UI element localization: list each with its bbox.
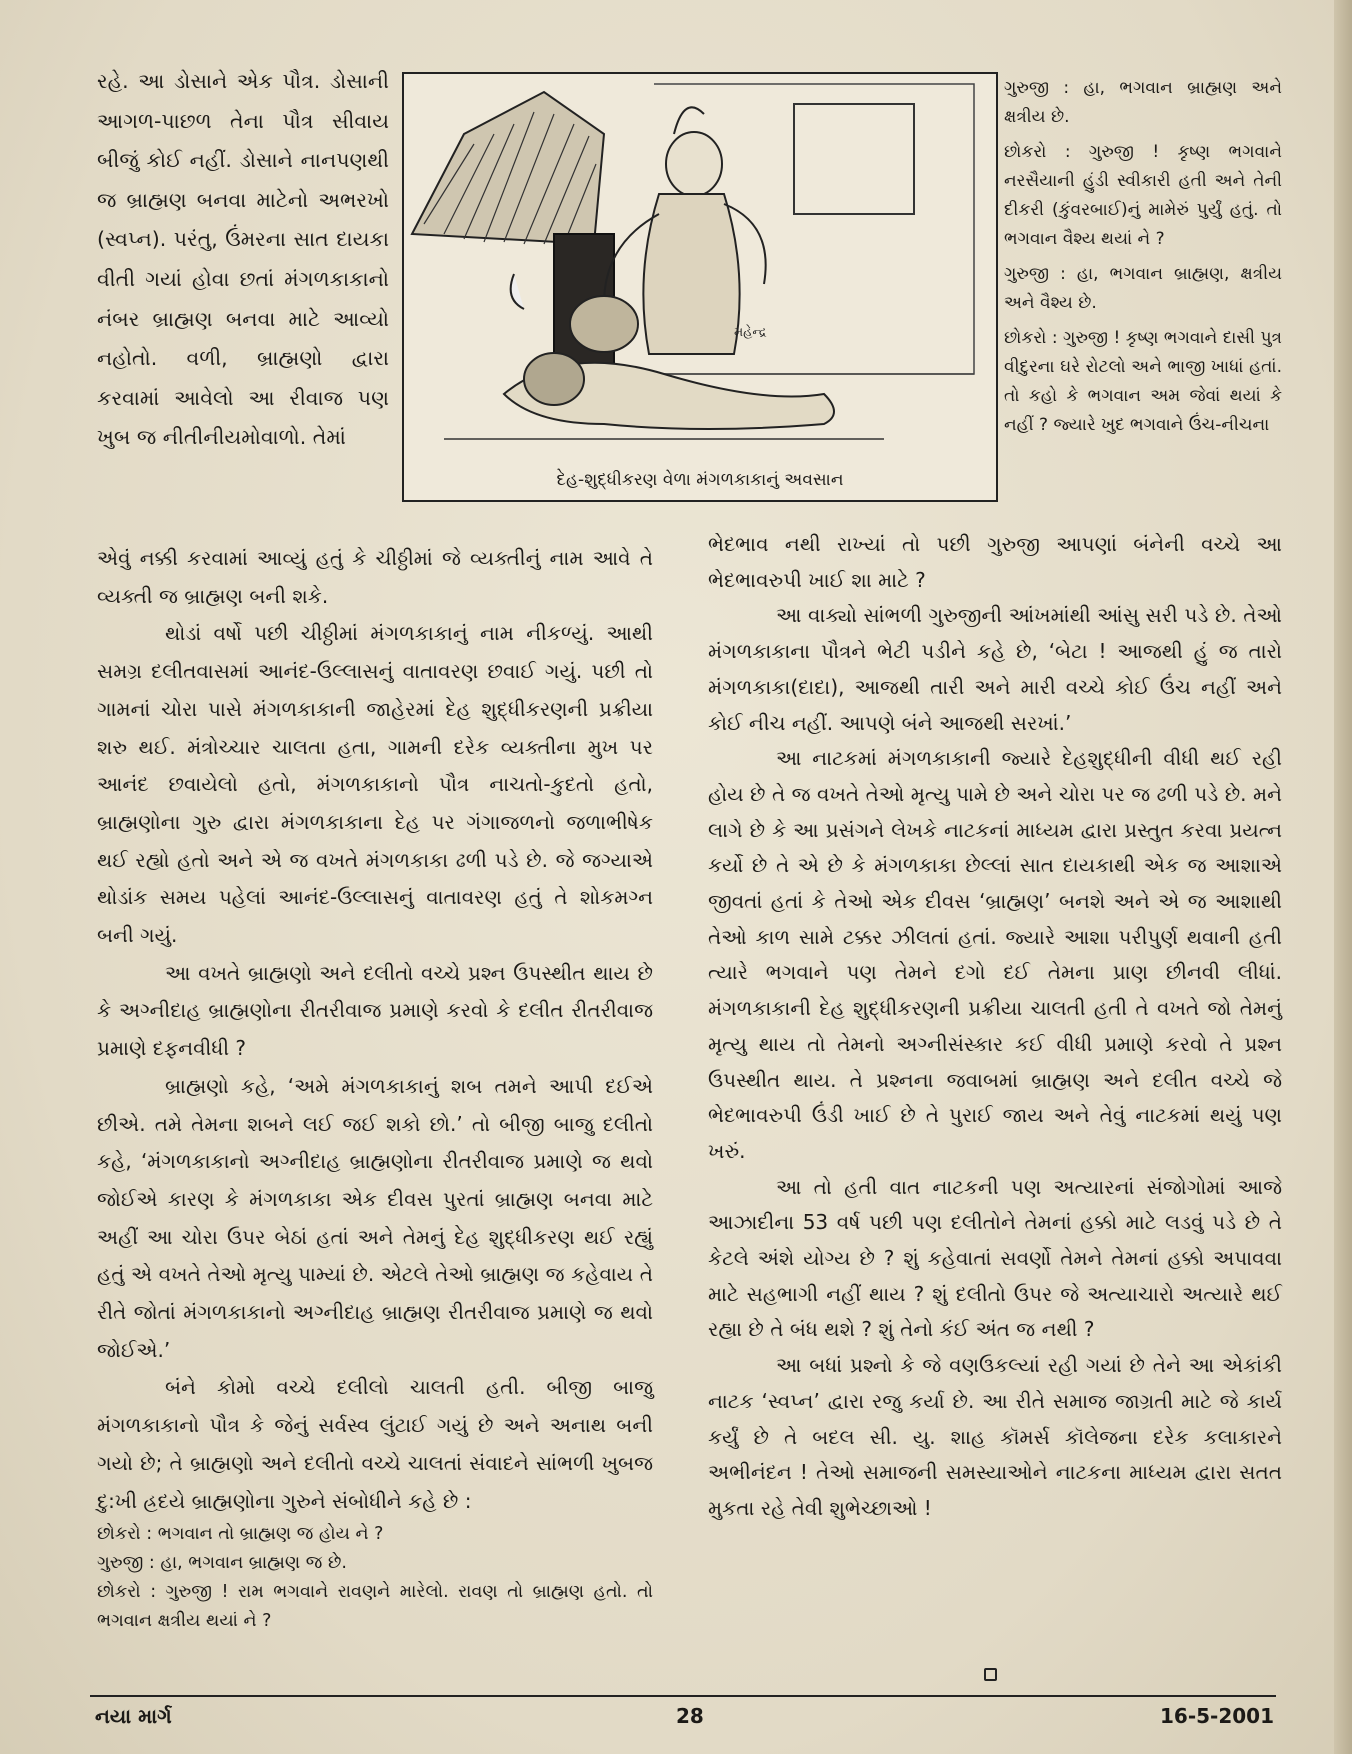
dialogue-line: છોકરો : ભગવાન તો બ્રાહ્મણ જ હોય ને ?	[97, 1524, 384, 1545]
paragraph: બંને કોમો વચ્ચે દલીલો ચાલતી હતી. બીજી બાજુ મંગળકાકાનો પૌત્ર કે જેનું સર્વસ્વ લુંટાઈ ગયું છે અને અનાથ બની ગયો છે; તે બ્રાહ્મણો અને દલીતો વચ્ચે ચાલતાં સંવાદને સાંભળી ખુબજ દુ:ખી હ્રદયે બ્રાહ્મણોના ગુરુને સંબોધીને કહે છે :	[97, 1375, 653, 1513]
dialogue-line: છોકરો : ગુરુજી ! કૃષ્ણ ભગવાને દાસી પુત્ર વીદુરના ઘરે રોટલો અને ભાજી ખાધાં હતાં. તો કહો કે ભગવાન અમ જેવાં થયાં કે નહીં ? જ્યારે ખુદ ભગવાને ઉંચ-નીચના	[1004, 328, 1282, 435]
dialogue-line: ગુરુજી : હા, ભગવાન બ્રાહ્મણ, ક્ષત્રીય અને વૈશ્ય છે.	[1004, 264, 1282, 313]
paragraph: રહે. આ ડોસાને એક પૌત્ર. ડોસાની આગળ-પાછળ તેના પૌત્ર સીવાય બીજું કોઈ નહીં. ડોસાને નાનપણથી જ બ્રાહ્મણ બનવા માટેનો અભરખો (સ્વપ્ન). પરંતુ, ઉંમરના સાત દાયકા વીતી ગયાં હોવા છતાં મંગળકાકાનો નંબર બ્રાહ્મણ બનવા માટે આવ્યો નહોતો. વળી, બ્રાહ્મણો દ્વારા કરવામાં આવેલો આ રીવાજ પણ ખુબ જ નીતીનીયમોવાળો. તેમાં	[97, 69, 389, 450]
paragraph: આ બધાં પ્રશ્નો કે જે વણઉકલ્યાં રહી ગયાં છે તેને આ એકાંકી નાટક ‘સ્વપ્ન’ દ્વારા રજુ કર્યા છે. આ રીતે સમાજ જાગ્રતી માટે જે કાર્ય કર્યું છે તે બદલ સી. યુ. શાહ કૉમર્સ કૉલેજના દરેક કલાકારને અભીનંદન ! તેઓ સમાજની સમસ્યાઓને નાટકના માધ્યમ દ્વારા સતત મુકતા રહે તેવી શુભેચ્છાઓ !	[708, 1353, 1282, 1520]
paragraph: આ વાક્યો સાંભળી ગુરુજીની આંખમાંથી આંસુ સરી પડે છે. તેઓ મંગળકાકાના પૌત્રને ભેટી પડીને કહે છે, ‘બેટા ! આજથી હું જ તારો મંગળકાકા(દાદા), આજથી તારી અને મારી વચ્ચે કોઈ ઉંચ નહીં અને કોઈ નીચ નહીં. આપણે બંને આજથી સરખાં.’	[708, 603, 1282, 735]
illustration-figure	[402, 72, 998, 502]
page-number: 28	[676, 1704, 704, 1728]
paragraph: એવું નક્કી કરવામાં આવ્યું હતું કે ચીઠ્ઠીમાં જે વ્યક્તીનું નામ આવે તે વ્યક્તી જ બ્રાહ્મણ બની શકે.	[97, 546, 653, 608]
footer-rule	[90, 1695, 1276, 1697]
dialogue-line: ગુરુજી : હા, ભગવાન બ્રાહ્મણ અને ક્ષત્રીય છે.	[1004, 78, 1282, 127]
paragraph: આ નાટકમાં મંગળકાકાની જ્યારે દેહશુદ્ધીની વીધી થઈ રહી હોય છે તે જ વખતે તેઓ મૃત્યુ પામે છે અને ચોરા પર જ ઢળી પડે છે. મને લાગે છે કે આ પ્રસંગને લેખકે નાટકનાં માધ્યમ દ્વારા પ્રસ્તુત કરવા પ્રયત્ન કર્યો છે તે એ છે કે મંગળકાકા છેલ્લાં સાત દાયકાથી એક જ આશાએ જીવતાં હતાં કે તેઓ એક દીવસ ‘બ્રાહ્મણ’ બનશે અને એ જ આશાથી તેઓ કાળ સામે ટક્કર ઝીલતાં હતાં. જ્યારે આશા પરીપુર્ણ થવાની હતી ત્યારે ભગવાને પણ તેમને દગો દઈ તેમના પ્રાણ છીનવી લીધાં. મંગળકાકાની દેહ શુદ્ધીકરણની પ્રક્રીયા ચાલતી હતી તે વખતે જો તેમનું મૃત્યુ થાય તો તેમનો અગ્નીસંસ્કાર કઈ વીધી પ્રમાણે કરવો તે પ્રશ્ન ઉપસ્થીત થાય. તે પ્રશ્નના જવાબમાં બ્રાહ્મણ અને દલીત વચ્ચે જે ભેદભાવરુપી ઉંડી ખાઈ છે તે પુરાઈ જાય અને તેવું નાટકમાં થયું પણ ખરું.	[708, 746, 1282, 1163]
publication-name: નયા માર્ગ	[95, 1704, 172, 1728]
issue-date: 16-5-2001	[1160, 1704, 1275, 1728]
paragraph: ભેદભાવ નથી રાખ્યાં તો પછી ગુરુજી આપણાં બંનેની વચ્ચે આ ભેદભાવરુપી ખાઈ શા માટે ?	[708, 532, 1282, 592]
dialogue-line: છોકરો : ગુરુજી ! રામ ભગવાને રાવણને મારેલો. રાવણ તો બ્રાહ્મણ હતો. તો ભગવાન ક્ષત્રીય થયાં ને ?	[97, 1582, 653, 1632]
paragraph: આ તો હતી વાત નાટકની પણ અત્યારનાં સંજોગોમાં આજે આઝાદીના 53 વર્ષ પછી પણ દલીતોને તેમનાં હક્કો માટે લડવું પડે છે તે કેટલે અંશે યોગ્ય છે ? શું કહેવાતાં સવર્ણો તેમને તેમનાં હક્કો અપાવવા માટે સહભાગી નહીં થાય ? શું દલીતો ઉપર જે અત્યાચારો અત્યારે થઈ રહ્યા છે તે બંધ થશે ? શું તેનો કંઈ અંત જ નથી ?	[708, 1174, 1282, 1342]
end-of-article-mark	[984, 1668, 997, 1681]
dialogue-line: છોકરો : ગુરુજી ! કૃષ્ણ ભગવાને નરસૈયાની હુંડી સ્વીકારી હતી અને તેની દીકરી (કુંવરબાઈ)નું મામેરું પુર્યું હતું. તો ભગવાન વૈશ્ય થયાં ને ?	[1004, 142, 1282, 249]
paragraph: બ્રાહ્મણો કહે, ‘અમે મંગળકાકાનું શબ તમને આપી દઈએ છીએ. તમે તેમના શબને લઈ જઈ શકો છો.’ તો બીજી બાજુ દલીતો કહે, ‘મંગળકાકાનો અગ્નીદાહ બ્રાહ્મણોના રીતરીવાજ પ્રમાણે જ થવો જોઈએ કારણ કે મંગળકાકા એક દીવસ પુરતાં બ્રાહ્મણ બનવા માટે અહીં આ ચોરા ઉપર બેઠાં હતાં અને તેમનું દેહ શુદ્ધીકરણ થઈ રહ્યું હતું એ વખતે તેઓ મૃત્યુ પામ્યાં છે. એટલે તેઓ બ્રાહ્મણ જ કહેવાય તે રીતે જોતાં મંગળકાકાનો અગ્નીદાહ બ્રાહ્મણ રીતરીવાજ પ્રમાણે જ થવો જોઈએ.’	[97, 1073, 653, 1362]
paragraph: થોડાં વર્ષો પછી ચીઠ્ઠીમાં મંગળકાકાનું નામ નીકળ્યું. આથી સમગ્ર દલીતવાસમાં આનંદ-ઉલ્લાસનું વાતાવરણ છવાઈ ગયું. પછી તો ગામનાં ચોરા પાસે મંગળકાકાની જાહેરમાં દેહ શુદ્ધીકરણની પ્રક્રીયા શરુ થઈ. મંત્રોચ્ચાર ચાલતા હતા, ગામની દરેક વ્યક્તીના મુખ પર આનંદ છવાયેલો હતો, મંગળકાકાનો પૌત્ર નાચતો-કુદતો હતો, બ્રાહ્મણોના ગુરુ દ્વારા મંગળકાકાના દેહ પર ગંગાજળનો જળાભીષેક થઈ રહ્યો હતો અને એ જ વખતે મંગળકાકા ઢળી પડે છે. જે જગ્યાએ થોડાંક સમય પહેલાં આનંદ-ઉલ્લાસનું વાતાવરણ હતું તે શોકમગ્ન બની ગયું.	[97, 621, 653, 948]
artist-signature: મહેન્દ્ર	[734, 325, 767, 340]
illustration-caption: દેહ-શુદ્ધીકરણ વેળા મંગળકાકાનું અવસાન	[556, 470, 844, 490]
illustration-drawing	[404, 74, 996, 500]
left-column-top	[97, 62, 389, 458]
page-edge-shadow	[1334, 0, 1352, 1754]
right-column-top	[1004, 74, 1282, 446]
dialogue-line: ગુરુજી : હા, ભગવાન બ્રાહ્મણ જ છે.	[97, 1553, 347, 1574]
left-column	[97, 540, 653, 1636]
paragraph: આ વખતે બ્રાહ્મણો અને દલીતો વચ્ચે પ્રશ્ન ઉપસ્થીત થાય છે કે અગ્નીદાહ બ્રાહ્મણોના રીતરીવાજ પ્રમાણે કરવો કે દલીત રીતરીવાજ પ્રમાણે દફનવીધી ?	[97, 960, 653, 1061]
right-column	[708, 527, 1282, 1527]
